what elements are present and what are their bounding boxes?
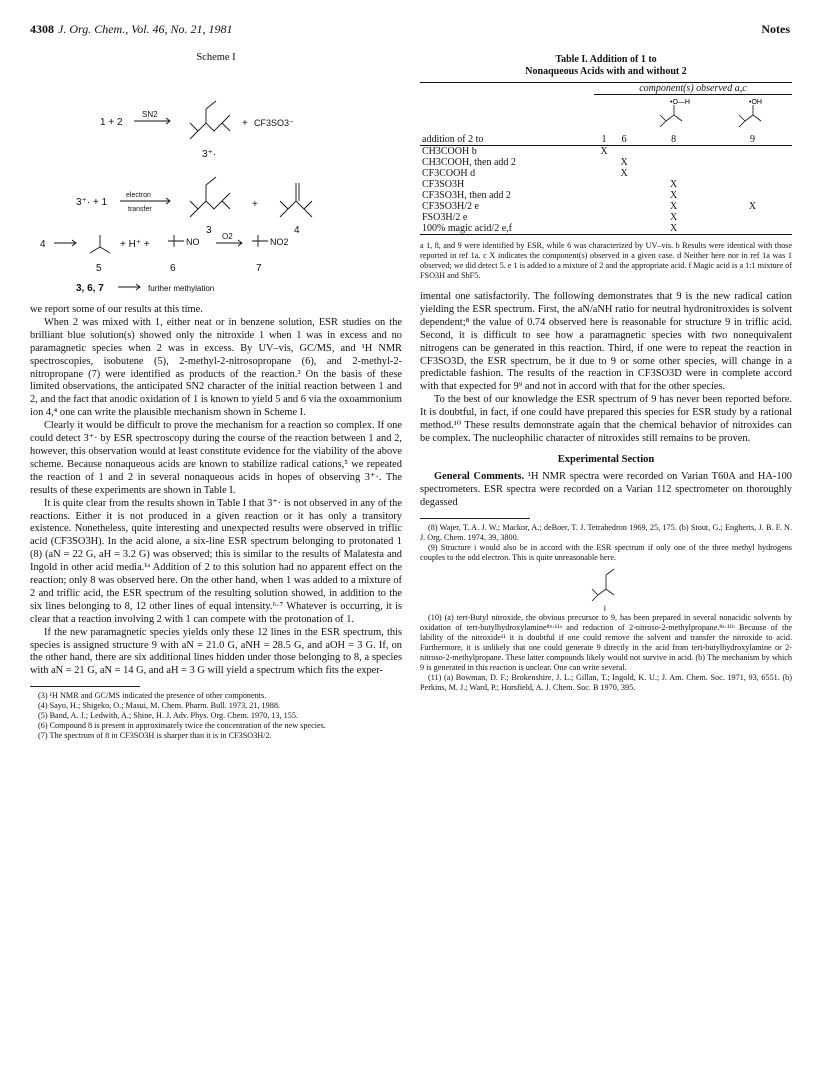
table-row-label: CH3COOH b <box>422 146 477 157</box>
experimental-text: ¹H NMR spectra were recorded on Varian T60A and HA-100 spectrometers. ESR spectra were recorded on a Varian 112 spectrometer on thoroughly degassed <box>420 470 792 508</box>
table-row <box>420 179 792 190</box>
table-cell: X <box>748 201 757 212</box>
scheme-drawing <box>30 69 402 305</box>
table-cell <box>713 168 792 179</box>
scheme-row4-text: further methylation <box>148 283 215 293</box>
left-paragraph: Clearly it would be difficult to prove the mechanism for a reaction so complex. If one could detect 3⁺· by ESR spectroscopy during the course of the reaction between 1 and 2, however, this observation would at least constitute evidence for the viability of the above scheme. Because nonaqueous acids are known to stabilize radical cations,⁵ we repeated the reaction of 1 and 2 in several nonaqueous acids in hopes of observing 3⁺·. The results of these experiments are shown in Table I. <box>30 420 402 496</box>
scheme-row4: 3, 6, 7 <box>76 282 104 294</box>
structure-8-drawing <box>654 95 694 131</box>
table-cell <box>634 168 713 179</box>
scheme-label-4: 4 <box>294 224 300 236</box>
scheme-row3-o2: O2 <box>222 231 233 241</box>
table-cell: X <box>620 157 628 168</box>
table-row-label: CH3COOH, then add 2 <box>422 157 516 168</box>
table-col-label: addition of 2 to <box>422 134 484 145</box>
footnote: (4) Sayo, H.; Shigeko, O.; Masui, M. Chem. Pharm. Bull. 1973, 21, 1988. <box>38 701 280 711</box>
scheme-label-6: 6 <box>170 262 176 274</box>
table-col-head: 1 <box>601 134 607 145</box>
left-paragraph: When 2 was mixed with 1, either neat or in benzene solution, ESR studies on the brilliant blue solution(s) showed only the nitroxide 1 when 1 was in excess and no paramagnetic species when 2 was in excess. By UV–vis, GC/MS, and ¹H NMR spectroscopies, isobutene (5), 2-methyl-2-nitrosopropane (6), and 2-methyl-2-nitropropane (7) were identified as products of the reaction.³ On the basis of these limited observations, the anticipated SN2 character of the initial reaction between 1 and 2, and the fact that anodic oxidation of 1 is known to yield 5 and 6 via the oxoammonium ion 4,⁴ one can write the plausible mechanism shown in Scheme I. <box>30 316 402 419</box>
table-cell: X <box>669 212 678 223</box>
scheme-row2-lhs: 3⁺· + 1 <box>76 196 108 208</box>
table-cell <box>594 179 614 190</box>
right-paragraph: To the best of our knowledge the ESR spectrum of 9 has never been reported before. It is doubtful, in fact, if one could have prepared this species for ESR study by a rational method.¹⁰ These results demonstrate again that the chemical behavior of nitroxides can be complex. The nucleophilic character of nitroxides still remains to be proven. <box>420 394 792 444</box>
footnote: (6) Compound 8 is present in approximately twice the concentration of the new species. <box>38 721 326 731</box>
table-row <box>420 146 792 158</box>
table-row-label: FSO3H/2 e <box>422 212 468 223</box>
table-cell <box>594 168 614 179</box>
footnote: (9) Structure i would also be in accord with the ESR spectrum if only one of the three methyl hydrogens couples to the odd electron. This is quite unreasonable here. <box>420 542 792 562</box>
table-row-label: CF3SO3H <box>422 179 465 190</box>
structure-9-drawing <box>733 95 773 131</box>
table-cell <box>614 212 634 223</box>
left-paragraph: It is quite clear from the results shown in Table I that 3⁺· is not observed in any of the reactions. Either it is not produced in a given reaction or it has only a transitory existence. Nonetheless, quite interesting and unexpected results were observed in triflic acid (CF3SO3H). In the acid alone, a six-line ESR spectrum belonging to protonated 1 (8) (aN = 22 G, aH = 3.2 G) was observed; this is similar to the results of Malatesta and Ingold in other acid media.¹ᵃ Addition of 2 to this solution had no apparent effect on the reaction; only 8 was observed here. On the other hand, when 1 was added to a mixture of 2 and triflic acid, the ESR spectrum of the resulting solution showed, in addition to the six lines belonging to 8, 12 other lines of equal intensity.⁶·⁷ Whatever is occurring, it is clear that a reaction involving 2 with 1 can compete with the protonation of 1. <box>30 497 402 625</box>
journal-citation: J. Org. Chem., Vol. 46, No. 21, 1981 <box>58 22 233 36</box>
table-title-line2: Nonaqueous Acids with and without 2 <box>525 66 687 77</box>
scheme-row2-arrow-bottom: transfer <box>128 205 152 213</box>
table-cell <box>634 157 713 168</box>
footnote-rule <box>420 518 530 519</box>
page-number: 4308 <box>30 22 54 36</box>
table-cell <box>713 157 792 168</box>
footnote: (7) The spectrum of 8 in CF3SO3H is sharper than it is in CF3SO3H/2. <box>38 731 272 741</box>
table-cell <box>594 201 614 212</box>
table-cell <box>634 146 713 158</box>
footnote: (3) ¹H NMR and GC/MS indicated the presence of other components. <box>38 691 267 701</box>
table-col-head: 8 <box>671 134 677 145</box>
scheme-row3-no2: NO2 <box>270 236 289 247</box>
left-column <box>30 50 402 741</box>
table-struct-9 <box>713 95 792 135</box>
table-cell <box>614 201 634 212</box>
footnote: (5) Band, A. J.; Ledwith, A.; Shine, H. J. Adv. Phys. Org. Chem. 1970, 13, 155. <box>38 711 298 721</box>
table-cell <box>713 223 792 235</box>
scheme-row3-no: NO <box>186 236 200 247</box>
table-cell <box>614 190 634 201</box>
table-col-head: 6 <box>621 134 627 145</box>
running-header <box>30 22 790 38</box>
scheme-label-7: 7 <box>256 262 262 274</box>
scheme-title: Scheme I <box>196 52 236 63</box>
scheme-row1-lhs: 1 + 2 <box>100 116 123 128</box>
table-row-label: CF3COOH d <box>422 168 476 179</box>
scheme-row1-arrow-label: SN2 <box>142 109 158 119</box>
left-footnotes <box>30 691 402 741</box>
table-title-line1: Table I. Addition of 1 to <box>555 54 657 65</box>
table-row <box>420 190 792 201</box>
table-cell <box>614 146 634 158</box>
left-paragraph: If the new paramagnetic species yields only these 12 lines in the ESR spectrum, this species is assigned structure 9 with aN = 21.0 G, aNH = 28.5 G, and aOH = 3 G. If, on the other hand, there are six additional lines hidden under those belonging to 8, a species with aN = 21 G, aN = 14 G, and aH = 3 G will yield a spectrum which fits the exper- <box>30 626 402 677</box>
table-cell: X <box>600 146 608 157</box>
left-paragraph: we report some of our results at this time. <box>30 304 203 315</box>
table-title <box>420 54 792 78</box>
table-cell <box>594 190 614 201</box>
structure-i-label: i <box>604 603 606 613</box>
table-row <box>420 201 792 212</box>
scheme-row3-lhs: 4 <box>40 238 46 250</box>
scheme-row1-plus: + <box>242 117 248 129</box>
experimental-heading: Experimental Section <box>557 453 655 465</box>
right-column <box>420 50 792 693</box>
table-cell <box>713 212 792 223</box>
table-1 <box>420 82 792 235</box>
structure-8-label: •O—H <box>669 99 690 106</box>
scheme-1 <box>30 52 402 304</box>
table-row-label: CF3SO3H/2 e <box>422 201 479 212</box>
scheme-row2-arrow-top: electron <box>126 191 151 199</box>
table-cell: X <box>669 190 678 201</box>
table-cell <box>594 157 614 168</box>
table-footnote: a 1, 8, and 9 were identified by ESR, while 6 was characterized by UV–vis. b Results were identical with those reported in ref 1a. c X indicates the component(s) observed in a given case. d Neither here nor in ref 1a was 1 observed; we did detect 5. e 1 is added to a mixture of 2 and the appropriate acid. f Magic acid is a 1:1 mixture of FSO3H and SbF5. <box>420 241 792 280</box>
footnote: (8) Wajer, T. A. J. W.; Mackor, A.; deBoer, T. J. Tetrahedron 1969, 25, 175. (b) Stout, G.; Engherts, J. B. F. N. J. Org. Chem. 1974, 39, 3800. <box>420 522 792 542</box>
table-row <box>420 212 792 223</box>
experimental-lead: General Comments. <box>434 470 525 482</box>
scheme-label-3: 3 <box>206 224 212 236</box>
table-struct-8 <box>634 95 713 135</box>
scheme-row1-counterion: CF3SO3⁻ <box>254 117 294 128</box>
structure-9-label: •OH <box>748 99 762 106</box>
table-row <box>420 223 792 235</box>
right-footnotes-b <box>420 613 792 693</box>
footnote: (10) (a) tert-Butyl nitroxide, the obvious precursor to 9, has been prepared in several nonacidic solvents by oxidation of tert-butylhydroxylamine⁸ᵇ·¹¹ᵃ and reduction of 2-nitroso-2-methylpropane.⁸ᵃ·¹¹ᵇ Because of the lability of the nitroxide¹¹ it is doubtful if one could remove the solvent and transfer the nitroxide to acid. Furthermore, it is unlikely that one could generate 9 directly in the acid from tert-butylhydroxylamine or 2-nitroso-2-methylpropane. These latter compounds likely would not survive in acid. (b) The mechanism by which 9 is generated in this reaction is unclear. One can write several. <box>420 612 792 672</box>
structure-i <box>420 563 792 613</box>
table-group-header: component(s) observed a,c <box>594 83 792 95</box>
footnote: (11) (a) Bowman, D. F.; Brokenshire, J. L.; Gillan, T.; Ingold, K. U.; J. Am. Chem. Soc. 1971, 93, 6551. (b) Perkins, M. J.; Ward, P.; Horsfield, A. J. Chem. Soc. B 1970, 395. <box>420 672 792 692</box>
table-row <box>420 168 792 179</box>
table-cell: X <box>620 168 628 179</box>
table-cell <box>594 223 614 235</box>
table-cell: X <box>669 201 678 212</box>
table-col-head: 9 <box>750 134 756 145</box>
table-cell <box>713 179 792 190</box>
scheme-row2-plus: + <box>252 198 258 210</box>
table-cell <box>713 146 792 158</box>
table-cell <box>594 212 614 223</box>
footnote-rule <box>30 686 140 687</box>
table-cell: X <box>669 179 678 190</box>
table-cell <box>614 179 634 190</box>
table-row-label: CF3SO3H, then add 2 <box>422 190 511 201</box>
table-cell <box>614 223 634 235</box>
table-cell <box>713 190 792 201</box>
scheme-row3-h: + H⁺ + <box>120 238 150 250</box>
scheme-row1-label: 3⁺· <box>202 148 217 160</box>
section-label: Notes <box>761 22 790 36</box>
scheme-label-5: 5 <box>96 262 102 274</box>
table-row <box>420 157 792 168</box>
experimental-paragraph <box>420 471 792 510</box>
right-paragraph: imental one satisfactorily. The following demonstrates that 9 is the new radical cation yielding the ESR spectrum. First, the aN/aNH ratio for neutral hydronitroxides is solvent dependent;⁸ the value of 0.74 observed here is reasonable for structure 9 in triflic acid. Second, it is difficult to see how a paramagnetic species with two nonequivalent nitrogens can be generated in this reaction. Third, if one were to repeat the reaction in CF3SO3D, the ESR spectrum, be it due to 9 or some other species, will change in a predictable fashion. The results of the reaction in CF3SO3D were in complete accord with that expected for 9⁹ and not in accord with that for the other species. <box>420 291 792 393</box>
structure-i-drawing <box>576 563 636 613</box>
right-footnotes-a <box>420 523 792 563</box>
table-cell: X <box>669 223 678 234</box>
table-row-label: 100% magic acid/2 e,f <box>422 223 512 234</box>
